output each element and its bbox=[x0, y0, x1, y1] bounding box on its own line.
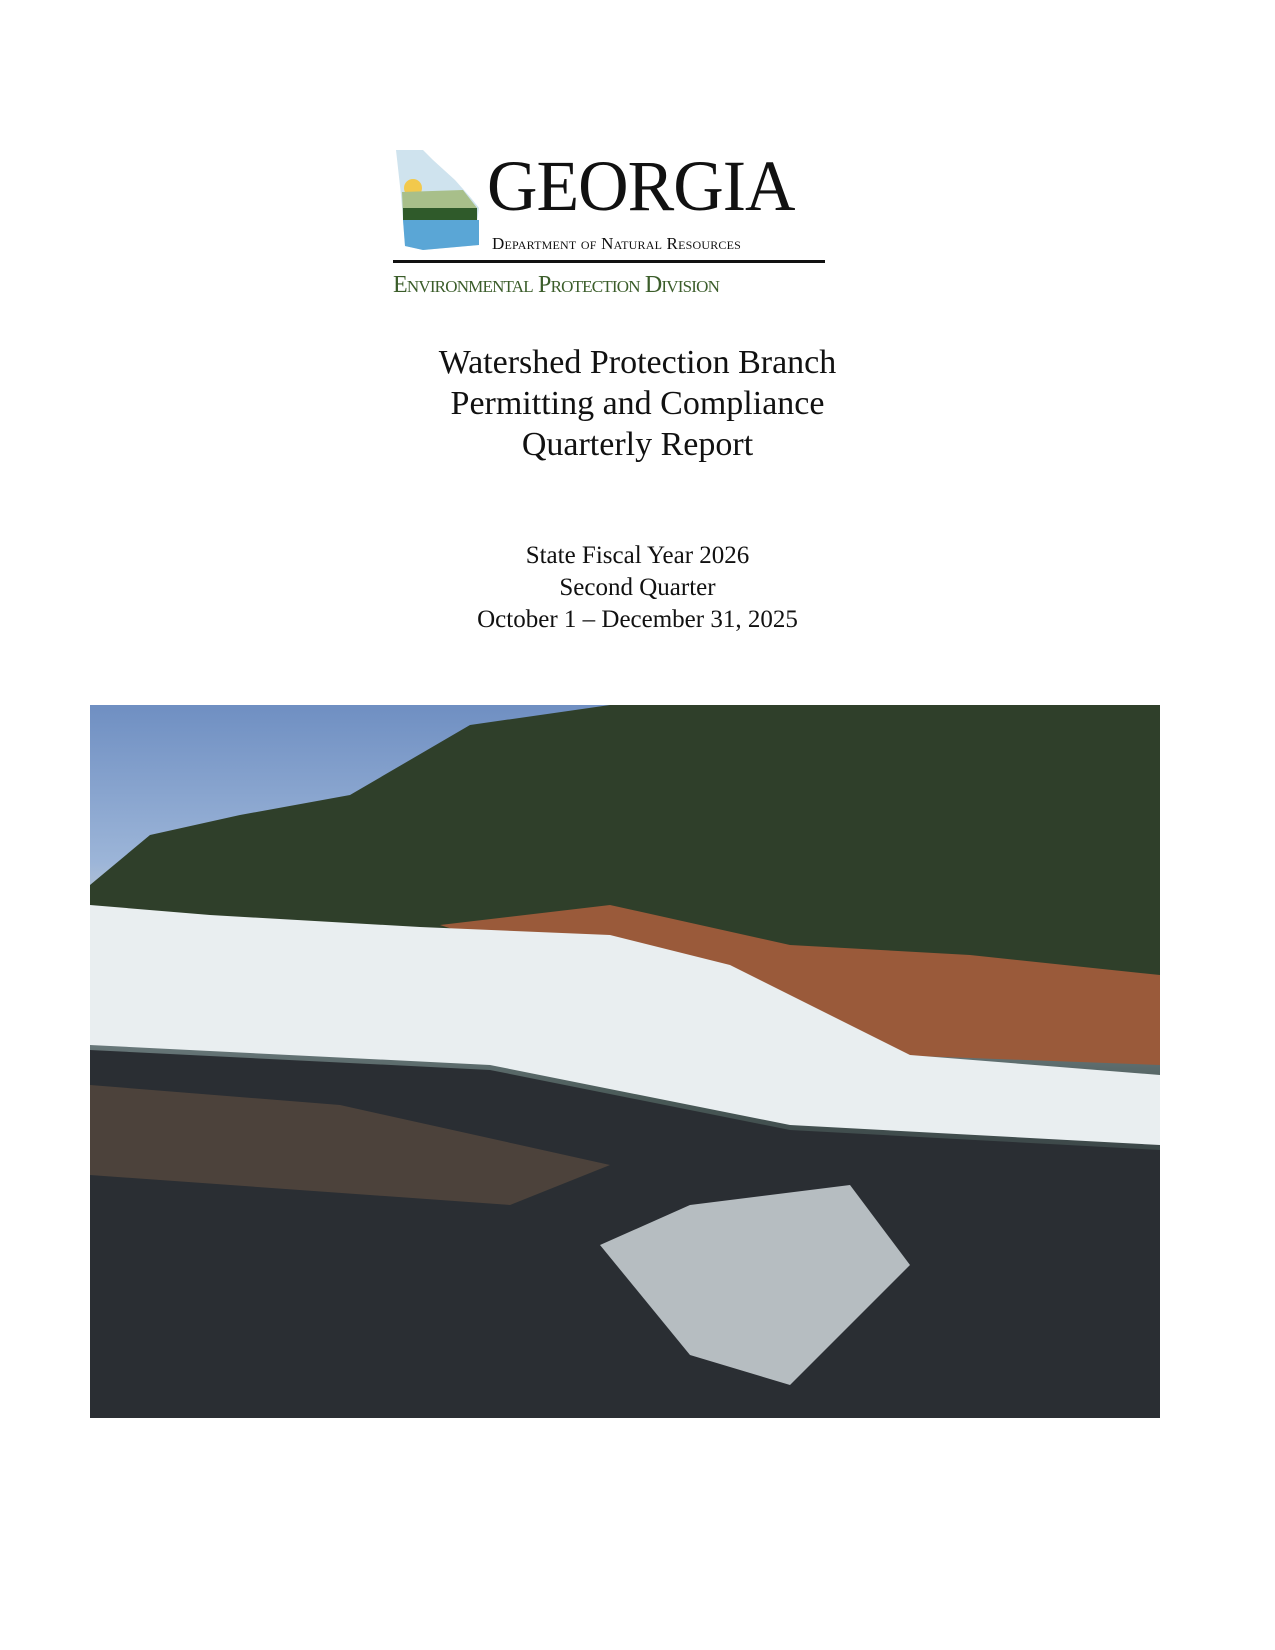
logo-georgia-text: GEORGIA bbox=[487, 146, 795, 226]
report-title bbox=[0, 342, 1275, 465]
title-line: Quarterly Report bbox=[521, 426, 754, 463]
report-period bbox=[0, 540, 1275, 636]
logo-division-text: Environmental Protection Division bbox=[393, 272, 720, 298]
period-line: October 1 – December 31, 2025 bbox=[477, 606, 798, 633]
logo-department-text: Department of Natural Resources bbox=[492, 234, 742, 253]
waterfall-photo bbox=[90, 705, 1160, 1418]
waterfall-scene bbox=[90, 705, 1160, 1418]
epd-logo bbox=[393, 146, 828, 300]
title-line: Watershed Protection Branch bbox=[438, 344, 837, 381]
georgia-map-icon bbox=[393, 150, 485, 250]
period-line: Second Quarter bbox=[559, 574, 716, 601]
title-line: Permitting and Compliance bbox=[450, 385, 825, 422]
period-line: State Fiscal Year 2026 bbox=[525, 542, 750, 569]
logo-divider bbox=[393, 260, 825, 263]
